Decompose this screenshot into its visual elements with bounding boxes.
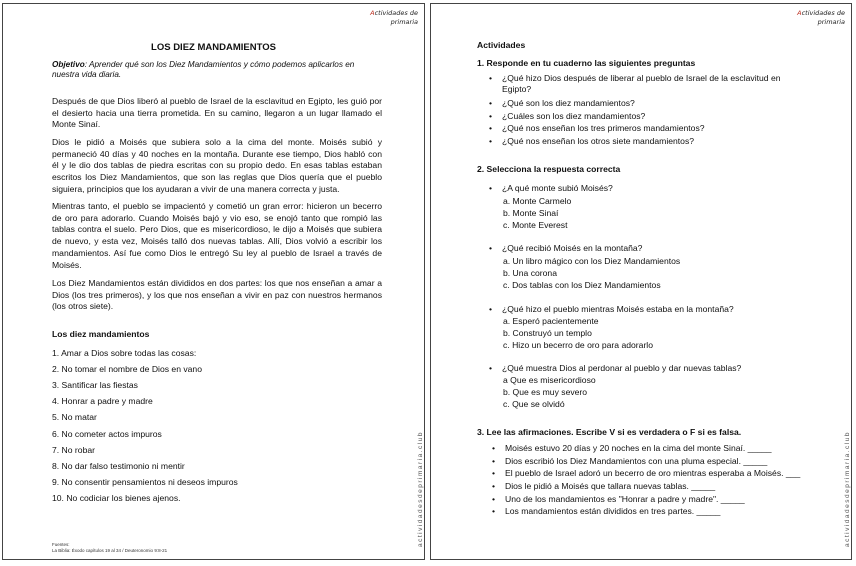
choice-question: • ¿Qué hizo el pueblo mientras Moisés estaba en la montaña?	[502, 304, 782, 315]
section-2-title: 2. Selecciona la respuesta correcta	[477, 164, 621, 174]
commandment-item: 5. No matar	[52, 412, 97, 422]
vertical-watermark: actividadesdeprimaria.club	[417, 431, 424, 547]
question-item: • ¿Qué son los diez mandamientos?	[502, 98, 782, 109]
choice-option: a. Esperó pacientemente	[503, 316, 599, 326]
question-item: • ¿Qué nos enseñan los tres primeros mandamientos?	[502, 123, 782, 134]
question-item: • ¿Qué hizo Dios después de liberar al pueblo de Israel de la esclavitud en Egipto?	[502, 73, 782, 95]
choice-option: a. Un libro mágico con los Diez Mandamientos	[503, 256, 681, 266]
sources-label: Fuentes:	[52, 542, 70, 547]
true-false-item: • Los mandamientos están divididos en tres partes. _____	[505, 506, 720, 516]
paragraph: Después de que Dios liberó al pueblo de Israel de la esclavitud en Egipto, les guió por el desierto hacia una tierra prometida. En su camino, llegaron a un lugar llamado el Monte Sinaí.	[52, 96, 382, 130]
commandment-item: 8. No dar falso testimonio ni mentir	[52, 461, 185, 471]
true-false-item: • Uno de los mandamientos es "Honrar a padre y madre". _____	[505, 494, 745, 504]
question-item: • ¿Cuáles son los diez mandamientos?	[502, 111, 782, 122]
choice-option: b. Que es muy severo	[503, 387, 588, 397]
true-false-item: • El pueblo de Israel adoró un becerro de oro mientras esperaba a Moisés. ___	[505, 468, 800, 478]
choice-option: c. Que se olvidó	[503, 399, 565, 409]
choice-question: • ¿Qué recibió Moisés en la montaña?	[502, 243, 782, 254]
choice-option: b. Construyó un templo	[503, 328, 592, 338]
true-false-item: • Dios escribió los Diez Mandamientos con una pluma especial. _____	[505, 456, 767, 466]
choice-option: c. Hizo un becerro de oro para adorarlo	[503, 340, 653, 350]
true-false-item: • Dios le pidió a Moisés que tallara nuevas tablas. _____	[505, 481, 715, 491]
activities-title: Actividades	[477, 40, 526, 50]
brand-logo: Actividades de primaria	[370, 9, 418, 26]
paragraph: Mientras tanto, el pueblo se impacientó y cometió un gran error: hicieron un becerro de oro para adorarlo. Cuando Moisés bajó y vio eso, se enojó tanto que rompió las tablas contra el suelo. Pero Dios, que es misericordioso, le dijo a Moisés que subiera de nuevo, y esta vez, Moisés talló dos nuevas tablas. Allí, Dios volvió a escribir los mandamientos. Así fue como Dios le entregó Su ley al pueblo de Israel a través de Moisés.	[52, 201, 382, 270]
brand-logo: Actividades de primaria	[797, 9, 845, 26]
sources-text: La Biblia: Éxodo capítulos 19 al 34 / Deuteronomio 9:8-21	[52, 548, 168, 553]
choice-question: • ¿A qué monte subió Moisés?	[502, 183, 782, 194]
paragraph: Dios le pidió a Moisés que subiera solo a la cima del monte. Moisés subió y permaneció 40 días y 40 noches en la montaña. Durante ese tiempo, Dios habló con él y le dio dos tablas de piedra escritas con su propio dedo. En esas tablas estaban escritos los Diez Mandamientos, que son las reglas que Dios quería que el pueblo siguiera, principios que los ayudaran a vivir de una manera correcta y justa.	[52, 137, 382, 194]
page-title: LOS DIEZ MANDAMIENTOS	[151, 42, 276, 53]
commandment-item: 7. No robar	[52, 445, 95, 455]
commandment-item: 6. No cometer actos impuros	[52, 429, 162, 439]
section-3-title: 3. Lee las afirmaciones. Escribe V si es verdadera o F si es falsa.	[477, 427, 742, 437]
section-1-title: 1. Responde en tu cuaderno las siguientes preguntas	[477, 58, 696, 68]
objective: Objetivo: Aprender qué son los Diez Mandamientos y cómo podemos aplicarlos en nuestra vida diaria.	[52, 60, 355, 79]
choice-option: c. Dos tablas con los Diez Mandamientos	[503, 280, 661, 290]
true-false-item: • Moisés estuvo 20 días y 20 noches en la cima del monte Sinaí. _____	[505, 443, 772, 453]
paragraph: Los Diez Mandamientos están divididos en dos partes: los que nos enseñan a amar a Dios (los tres primeros), y los que nos enseñan a vivir en paz con nuestros hermanos (los otros siete).	[52, 278, 382, 312]
commandment-item: 4. Honrar a padre y madre	[52, 396, 153, 406]
choice-option: a. Monte Carmelo	[503, 196, 572, 206]
choice-option: b. Monte Sinaí	[503, 208, 559, 218]
choice-option: c. Monte Everest	[503, 220, 568, 230]
choice-option: b. Una corona	[503, 268, 557, 278]
choice-option: a Que es misericordioso	[503, 375, 596, 385]
commandment-item: 9. No consentir pensamientos ni deseos impuros	[52, 477, 238, 487]
vertical-watermark: actividadesdeprimaria.club	[844, 431, 851, 547]
question-item: • ¿Qué nos enseñan los otros siete mandamientos?	[502, 136, 782, 147]
commandment-item: 10. No codiciar los bienes ajenos.	[52, 493, 181, 503]
list-title: Los diez mandamientos	[52, 329, 150, 339]
commandment-item: 3. Santificar las fiestas	[52, 380, 138, 390]
worksheet-page-1	[2, 3, 425, 560]
choice-question: • ¿Qué muestra Dios al perdonar al pueblo y dar nuevas tablas?	[502, 363, 782, 374]
commandment-item: 2. No tomar el nombre de Dios en vano	[52, 364, 202, 374]
commandment-item: 1. Amar a Dios sobre todas las cosas:	[52, 348, 197, 358]
